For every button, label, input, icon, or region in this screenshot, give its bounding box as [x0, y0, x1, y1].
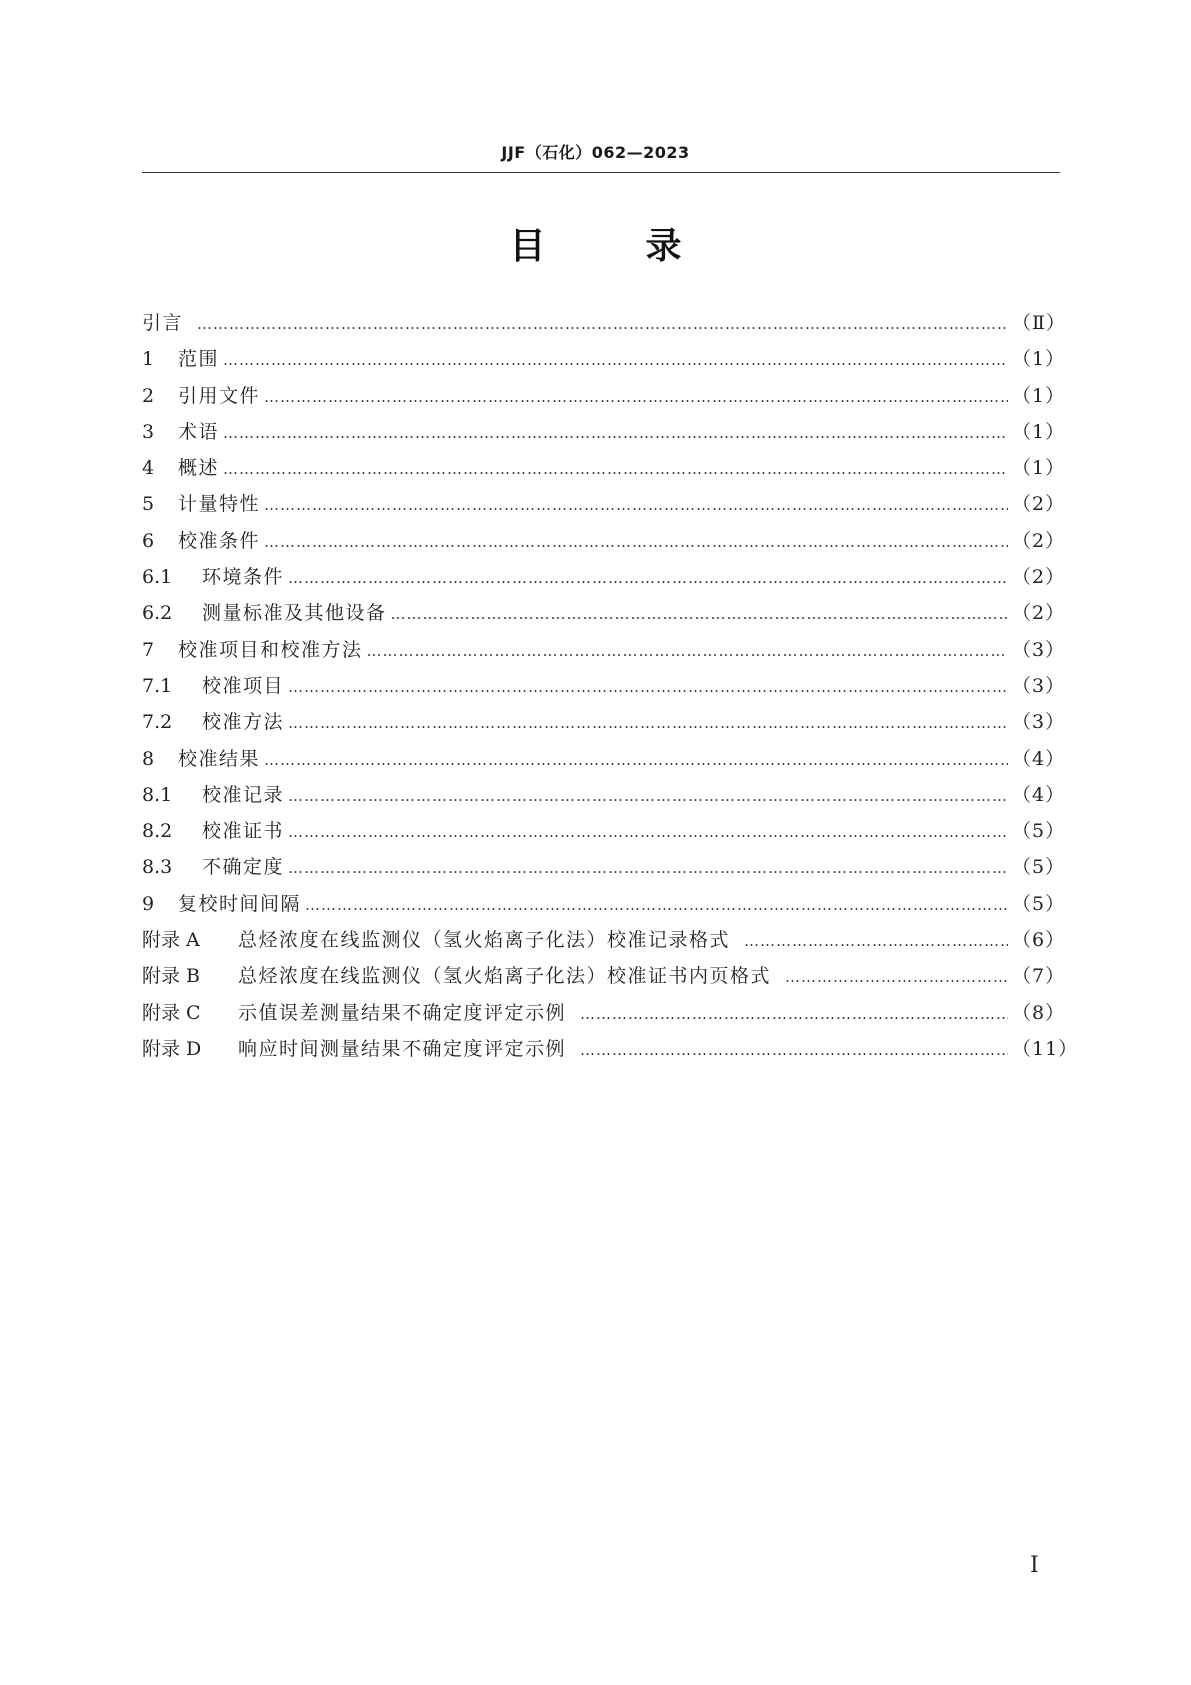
toc-entry-title: 校准项目和校准方法: [178, 638, 363, 661]
toc-list: [142, 305, 1079, 1067]
toc-leader-dots: [305, 887, 1008, 923]
toc-entry[interactable]: [142, 341, 1066, 377]
toc-entry-title: 总烃浓度在线监测仪（氢火焰离子化法）校准记录格式: [238, 929, 731, 952]
toc-entry-page: （2）: [1012, 493, 1066, 516]
toc-entry-page: （7）: [1012, 965, 1066, 988]
toc-entry-number: 8.3: [142, 856, 173, 879]
header-rule: [142, 172, 1060, 173]
toc-entry-number: 7: [142, 638, 155, 661]
toc-entry[interactable]: [142, 595, 1066, 631]
toc-leader-dots: [288, 560, 1008, 596]
toc-entry-number: 8: [142, 747, 155, 770]
toc-leader-dots: [580, 1032, 1008, 1068]
toc-entry-page: （3）: [1012, 638, 1066, 661]
toc-title-char-2: 录: [645, 226, 682, 267]
toc-leader-dots: [223, 451, 1008, 487]
toc-entry-number: 1: [142, 348, 155, 371]
toc-leader-dots: [288, 669, 1008, 705]
toc-entry-number: 8.1: [142, 783, 173, 806]
toc-entry-page: （4）: [1012, 783, 1066, 806]
toc-entry-page: （6）: [1012, 929, 1066, 952]
toc-entry-number: 7.2: [142, 711, 173, 734]
toc-entry-title: 校准项目: [202, 674, 285, 697]
toc-entry[interactable]: [142, 559, 1066, 595]
toc-entry-page: （1）: [1012, 348, 1066, 371]
toc-entry[interactable]: [142, 704, 1066, 740]
toc-entry-page: （2）: [1012, 529, 1066, 552]
toc-entry-page: （1）: [1012, 457, 1066, 480]
toc-entry-title: 响应时间测量结果不确定度评定示例: [238, 1037, 567, 1060]
toc-entry[interactable]: [142, 813, 1066, 849]
toc-entry-title: 不确定度: [202, 856, 285, 879]
toc-leader-dots: [288, 705, 1008, 741]
toc-entry[interactable]: [142, 849, 1066, 885]
toc-entry-number: 附录 A: [142, 929, 200, 952]
toc-entry[interactable]: [142, 741, 1066, 777]
toc-entry[interactable]: [142, 995, 1066, 1031]
toc-entry-title: 环境条件: [202, 566, 285, 589]
toc-entry-page: （5）: [1012, 892, 1066, 915]
toc-entry-number: 9: [142, 892, 155, 915]
toc-entry-title: 示值误差测量结果不确定度评定示例: [238, 1001, 567, 1024]
toc-entry[interactable]: [142, 958, 1066, 994]
toc-leader-dots: [580, 996, 1008, 1032]
toc-entry[interactable]: [142, 523, 1066, 559]
toc-leader-dots: [223, 342, 1008, 378]
toc-entry-number: 5: [142, 493, 155, 516]
toc-leader-dots: [744, 923, 1008, 959]
toc-entry-page: （3）: [1012, 674, 1066, 697]
toc-entry[interactable]: [142, 378, 1066, 414]
toc-entry-title: 范围: [178, 348, 220, 371]
toc-entry-number: 4: [142, 457, 155, 480]
toc-entry-title: 校准条件: [178, 529, 261, 552]
toc-entry[interactable]: [142, 922, 1066, 958]
toc-entry-title: 术语: [178, 420, 220, 443]
toc-leader-dots: [264, 487, 1008, 523]
toc-entry-number: 6.2: [142, 602, 173, 625]
toc-leader-dots: [264, 379, 1008, 415]
toc-leader-dots: [197, 306, 1008, 342]
toc-entry-page: （8）: [1012, 1001, 1066, 1024]
toc-entry-number: 6.1: [142, 566, 173, 589]
toc-entry-title: 校准证书: [202, 820, 285, 843]
toc-entry-number: 附录 C: [142, 1001, 201, 1024]
toc-leader-dots: [785, 959, 1008, 995]
toc-entry[interactable]: [142, 414, 1066, 450]
toc-entry-title: 引言: [142, 312, 184, 334]
toc-leader-dots: [391, 596, 1008, 632]
toc-entry[interactable]: [142, 886, 1066, 922]
toc-entry-page: （1）: [1012, 420, 1066, 443]
toc-entry-title: 校准结果: [178, 747, 261, 770]
toc-entry-page: （5）: [1012, 820, 1066, 843]
toc-entry-page: （2）: [1012, 602, 1066, 625]
toc-entry-page: （4）: [1012, 747, 1066, 770]
running-header: JJF（石化）062—2023: [501, 143, 690, 162]
toc-entry-number: 3: [142, 420, 155, 443]
toc-entry-title: 校准记录: [202, 783, 285, 806]
toc-leader-dots: [288, 814, 1008, 850]
toc-leader-dots: [264, 524, 1008, 560]
toc-entry-title: 概述: [178, 457, 220, 480]
toc-leader-dots: [223, 415, 1008, 451]
toc-leader-dots: [288, 850, 1008, 886]
toc-leader-dots: [264, 742, 1008, 778]
toc-entry-title: 引用文件: [178, 384, 261, 407]
toc-entry[interactable]: [142, 668, 1066, 704]
toc-entry[interactable]: [142, 1031, 1079, 1067]
toc-entry[interactable]: [142, 777, 1066, 813]
toc-leader-dots: [288, 778, 1008, 814]
toc-entry-title: 校准方法: [202, 711, 285, 734]
toc-entry-page: （3）: [1012, 711, 1066, 734]
toc-entry-title: 计量特性: [178, 493, 261, 516]
toc-entry-number: 8.2: [142, 820, 173, 843]
toc-entry[interactable]: [142, 632, 1066, 668]
toc-entry-number: 附录 B: [142, 965, 201, 988]
toc-entry-title: 测量标准及其他设备: [202, 602, 387, 625]
page-number: Ⅰ: [1030, 1553, 1039, 1578]
toc-entry-number: 7.1: [142, 674, 173, 697]
toc-entry-page: （11）: [1012, 1037, 1079, 1060]
toc-entry[interactable]: [142, 486, 1066, 522]
toc-entry-number: 6: [142, 529, 155, 552]
toc-entry-page: （1）: [1012, 384, 1066, 407]
toc-entry-title: 总烃浓度在线监测仪（氢火焰离子化法）校准证书内页格式: [238, 965, 772, 988]
toc-entry-page: （5）: [1012, 856, 1066, 879]
toc-entry-number: 2: [142, 384, 155, 407]
toc-entry-page: （2）: [1012, 566, 1066, 589]
toc-entry-title: 复校时间间隔: [178, 892, 302, 915]
toc-entry-page: （Ⅱ）: [1012, 312, 1066, 334]
toc-entry[interactable]: [142, 450, 1066, 486]
toc-entry-number: 附录 D: [142, 1037, 202, 1060]
toc-title: [0, 218, 1191, 269]
toc-leader-dots: [367, 633, 1008, 669]
toc-title-char-1: 目: [509, 226, 546, 267]
toc-entry[interactable]: [142, 305, 1066, 341]
